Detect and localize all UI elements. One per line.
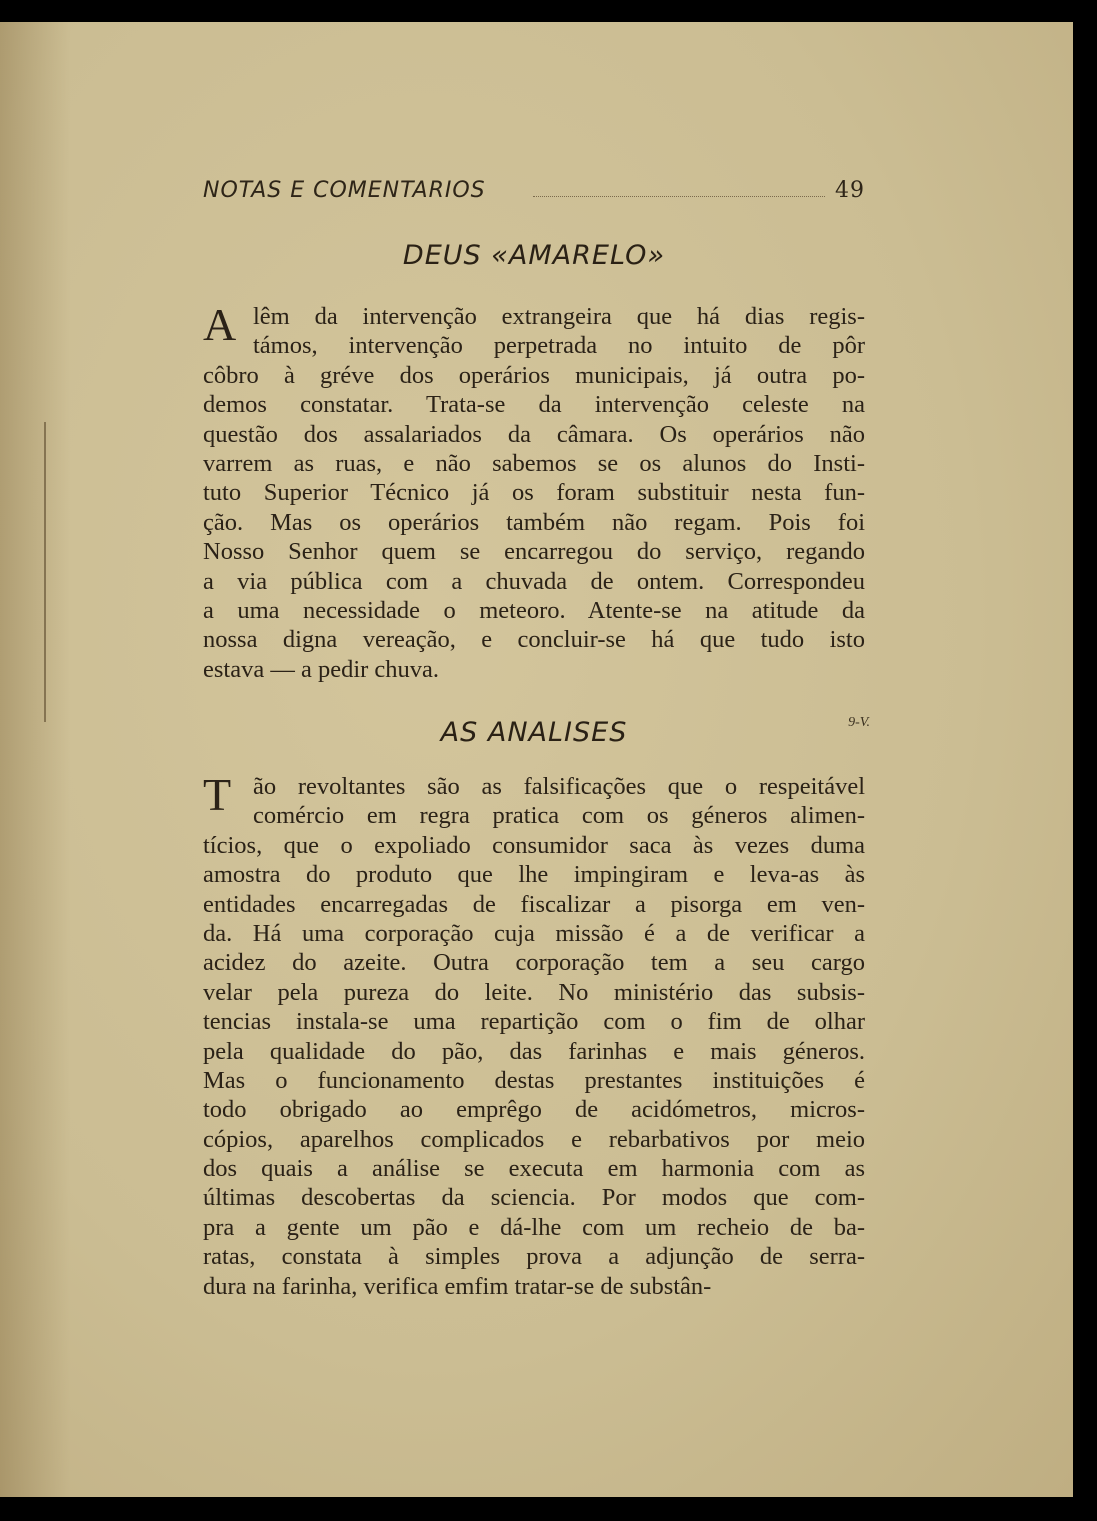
text-line: tícios, que o expoliado consumidor saca às vezes duma bbox=[203, 831, 865, 859]
text-line: Mas o funcionamento destas prestantes instituições é bbox=[203, 1066, 865, 1094]
binding-stitch bbox=[44, 422, 46, 722]
text-line: velar pela pureza do leite. No ministério das subsis- bbox=[203, 978, 865, 1006]
running-header bbox=[203, 178, 865, 208]
running-title: NOTAS E COMENTARIOS bbox=[203, 178, 486, 203]
text-line: ão revoltantes são as falsificações que o respeitável bbox=[253, 773, 865, 800]
text-line: lêm da intervenção extrangeira que há dias regis- bbox=[253, 303, 865, 330]
drop-cap: A bbox=[203, 299, 237, 350]
author-signature: 9-V. bbox=[848, 715, 870, 730]
text-line: nossa digna vereação, e concluir-se há que tudo isto bbox=[203, 626, 865, 654]
text-line: amostra do produto que lhe impingiram e leva-as às bbox=[203, 861, 865, 889]
text-line: dura na farinha, verifica emfim tratar-se de substân- bbox=[203, 1272, 712, 1300]
text-line: tuto Superior Técnico já os foram substituir nesta fun- bbox=[203, 479, 865, 507]
text-line: estava — a pedir chuva. bbox=[203, 655, 440, 683]
text-line: a via pública com a chuvada de ontem. Correspondeu bbox=[203, 567, 865, 595]
text-line: côbro à gréve dos operários municipais, já outra po- bbox=[203, 361, 865, 389]
text-line: támos, intervenção perpetrada no intuito de pôr bbox=[253, 332, 865, 360]
drop-cap: T bbox=[203, 769, 232, 820]
text-line: pela qualidade do pão, das farinhas e mais géneros. bbox=[203, 1037, 865, 1065]
text-line: cópios, aparelhos complicados e rebarbativos por meio bbox=[203, 1125, 865, 1153]
article-title-deus-amarelo: DEUS «AMARELO» bbox=[402, 240, 666, 271]
text-line: tencias instala-se uma repartição com o fim de olhar bbox=[203, 1008, 865, 1036]
paragraph bbox=[203, 299, 865, 684]
book-page bbox=[0, 22, 1073, 1497]
text-line: últimas descobertas da sciencia. Por modos que com- bbox=[203, 1184, 865, 1212]
page-edge-shadow bbox=[0, 22, 70, 1497]
text-line: a uma necessidade o meteoro. Atente-se na atitude da bbox=[203, 596, 865, 624]
text-line: dos quais a análise se executa em harmonia com as bbox=[203, 1155, 865, 1183]
text-line: Nosso Senhor quem se encarregou do serviço, regando bbox=[203, 538, 865, 566]
page-number: 49 bbox=[835, 178, 865, 203]
text-line: ratas, constata à simples prova a adjunção de serra- bbox=[203, 1243, 865, 1271]
text-line: ção. Mas os operários também não regam. Pois foi bbox=[203, 508, 865, 536]
text-line: pra a gente um pão e dá-lhe com um recheio de ba- bbox=[203, 1213, 865, 1241]
article-title-as-analises: AS ANALISES bbox=[440, 717, 628, 748]
text-line: comércio em regra pratica com os géneros alimen- bbox=[253, 802, 865, 830]
article-body-deus-amarelo bbox=[203, 299, 865, 684]
text-line: acidez do azeite. Outra corporação tem a seu cargo bbox=[203, 949, 865, 977]
text-line: todo obrigado ao emprêgo de acidómetros, micros- bbox=[203, 1096, 865, 1124]
text-line: entidades encarregadas de fiscalizar a pisorga em ven- bbox=[203, 890, 865, 918]
text-line: da. Há uma corporação cuja missão é a de verificar a bbox=[203, 919, 865, 947]
text-line: varrem as ruas, e não sabemos se os alunos do Insti- bbox=[203, 449, 865, 477]
text-line: questão dos assalariados da câmara. Os operários não bbox=[203, 420, 865, 448]
article-body-as-analises bbox=[203, 769, 865, 1301]
paragraph bbox=[203, 769, 865, 1301]
text-line: demos constatar. Trata-se da intervenção celeste na bbox=[203, 391, 865, 419]
header-dotted-rule bbox=[533, 196, 825, 197]
